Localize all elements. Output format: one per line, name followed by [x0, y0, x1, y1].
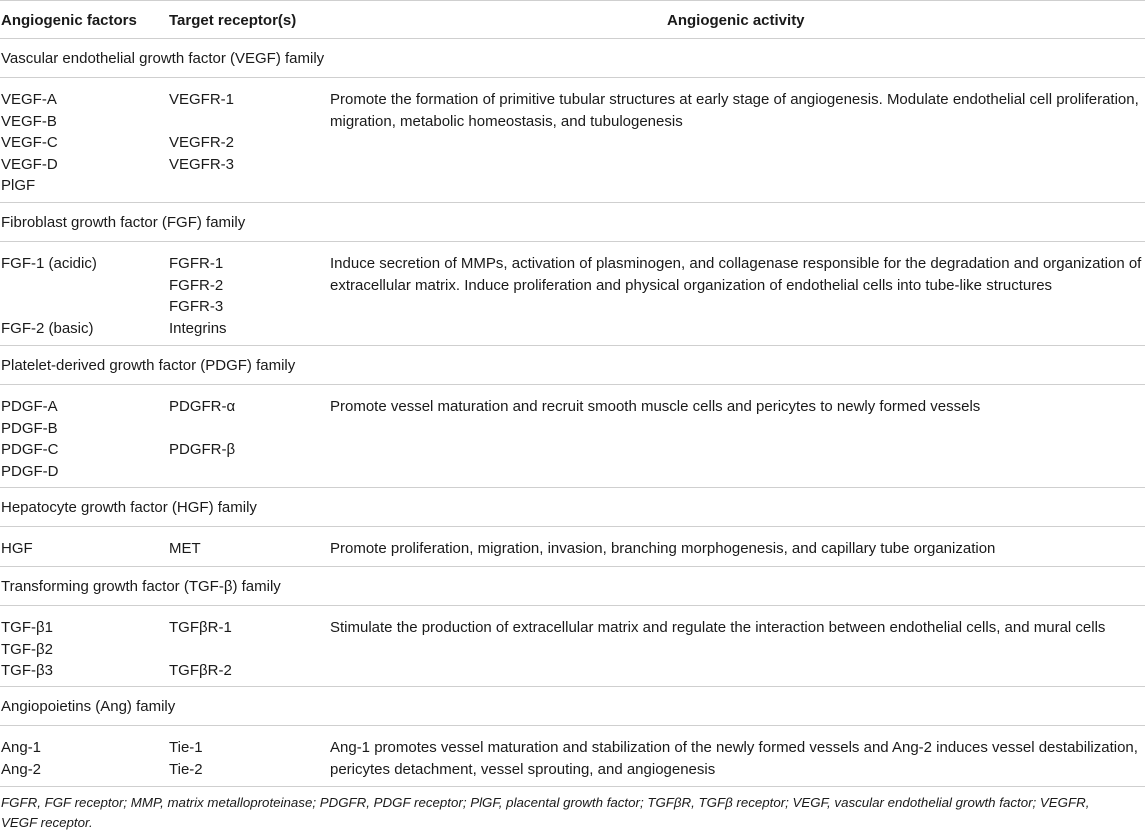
receptor: Integrins — [169, 318, 319, 340]
family-title: Vascular endothelial growth factor (VEGF) family — [1, 50, 324, 67]
factor: PlGF — [1, 175, 161, 197]
factors-cell — [1, 89, 161, 197]
factor: TGF-β3 — [1, 660, 161, 682]
header-target-receptors: Target receptor(s) — [169, 12, 296, 29]
table-row-ang — [0, 726, 1145, 787]
activity-cell — [330, 737, 1145, 780]
factor: PDGF-D — [1, 461, 161, 483]
factor: FGF-2 (basic) — [1, 318, 161, 340]
factor: PDGF-B — [1, 418, 161, 440]
receptors-cell — [169, 617, 319, 682]
receptor: Tie-2 — [169, 759, 319, 781]
activity-cell — [330, 538, 1145, 560]
family-title: Transforming growth factor (TGF-β) family — [1, 578, 281, 595]
family-title: Hepatocyte growth factor (HGF) family — [1, 499, 257, 516]
activity-text: Stimulate the production of extracellular matrix and regulate the interaction between endothelial cells, and mural cells — [330, 617, 1145, 639]
table-row-pdgf — [0, 385, 1145, 488]
factor: PDGF-C — [1, 439, 161, 461]
table-header — [0, 0, 1145, 39]
factor: Ang-2 — [1, 759, 161, 781]
family-heading-pdgf — [0, 346, 1145, 385]
factor: FGF-1 (acidic) — [1, 253, 161, 275]
table-row-fgf — [0, 242, 1145, 346]
factor: Ang-1 — [1, 737, 161, 759]
factors-cell — [1, 737, 161, 780]
receptors-cell — [169, 396, 319, 461]
receptor: PDGFR-α — [169, 396, 319, 418]
factors-cell — [1, 538, 161, 560]
factor: VEGF-D — [1, 154, 161, 176]
activity-cell — [330, 89, 1145, 132]
family-title: Angiopoietins (Ang) family — [1, 698, 175, 715]
factor: TGF-β1 — [1, 617, 161, 639]
receptor: FGFR-2 — [169, 275, 319, 297]
family-title: Platelet-derived growth factor (PDGF) family — [1, 357, 295, 374]
family-title: Fibroblast growth factor (FGF) family — [1, 214, 245, 231]
receptor: VEGFR-1 — [169, 89, 319, 111]
activity-cell — [330, 617, 1145, 639]
factors-cell — [1, 253, 161, 339]
footnote-line: VEGF receptor. — [1, 813, 1141, 832]
activity-text: extracellular matrix. Induce proliferation and physical organization of endothelial cells into tube-like structures — [330, 275, 1145, 297]
factors-cell — [1, 617, 161, 682]
family-heading-vegf — [0, 39, 1145, 78]
factor: VEGF-A — [1, 89, 161, 111]
receptor: Tie-1 — [169, 737, 319, 759]
receptor: VEGFR-3 — [169, 154, 319, 176]
receptors-cell — [169, 89, 319, 175]
table-row-vegf — [0, 78, 1145, 203]
table-footnote — [1, 793, 1141, 832]
activity-text: Ang-1 promotes vessel maturation and stabilization of the newly formed vessels and Ang-2 induces vessel destabilization, — [330, 737, 1145, 759]
factor: PDGF-A — [1, 396, 161, 418]
receptor: TGFβR-2 — [169, 660, 319, 682]
receptor: MET — [169, 538, 319, 560]
table-row-hgf — [0, 527, 1145, 567]
activity-cell — [330, 396, 1145, 418]
table-row-tgf-beta — [0, 606, 1145, 687]
family-heading-fgf — [0, 203, 1145, 242]
receptor: FGFR-3 — [169, 296, 319, 318]
activity-text: migration, metabolic homeostasis, and tubulogenesis — [330, 111, 1145, 133]
activity-text: Induce secretion of MMPs, activation of plasminogen, and collagenase responsible for the degradation and organization of — [330, 253, 1145, 275]
factor: VEGF-C — [1, 132, 161, 154]
receptor: FGFR-1 — [169, 253, 319, 275]
factors-cell — [1, 396, 161, 482]
activity-text: Promote proliferation, migration, invasion, branching morphogenesis, and capillary tube organization — [330, 538, 1145, 560]
factor: VEGF-B — [1, 111, 161, 133]
receptor: TGFβR-1 — [169, 617, 319, 639]
receptors-cell — [169, 253, 319, 339]
receptors-cell — [169, 737, 319, 780]
receptors-cell — [169, 538, 319, 560]
family-heading-hgf — [0, 488, 1145, 527]
activity-text: Promote vessel maturation and recruit smooth muscle cells and pericytes to newly formed vessels — [330, 396, 1145, 418]
header-angiogenic-factors: Angiogenic factors — [1, 12, 137, 29]
factor: HGF — [1, 538, 161, 560]
receptor: PDGFR-β — [169, 439, 319, 461]
factor: TGF-β2 — [1, 639, 161, 661]
header-angiogenic-activity: Angiogenic activity — [667, 12, 805, 29]
receptor: VEGFR-2 — [169, 132, 319, 154]
family-heading-tgf-beta — [0, 567, 1145, 606]
activity-text: pericytes detachment, vessel sprouting, and angiogenesis — [330, 759, 1145, 781]
footnote-line: FGFR, FGF receptor; MMP, matrix metalloproteinase; PDGFR, PDGF receptor; PlGF, placental growth factor; TGFβR, TGFβ receptor; VEGF, vascular endothelial growth factor; VEGFR, — [1, 793, 1141, 813]
family-heading-ang — [0, 687, 1145, 726]
activity-cell — [330, 253, 1145, 296]
activity-text: Promote the formation of primitive tubular structures at early stage of angiogenesis. Modulate endothelial cell proliferation, — [330, 89, 1145, 111]
